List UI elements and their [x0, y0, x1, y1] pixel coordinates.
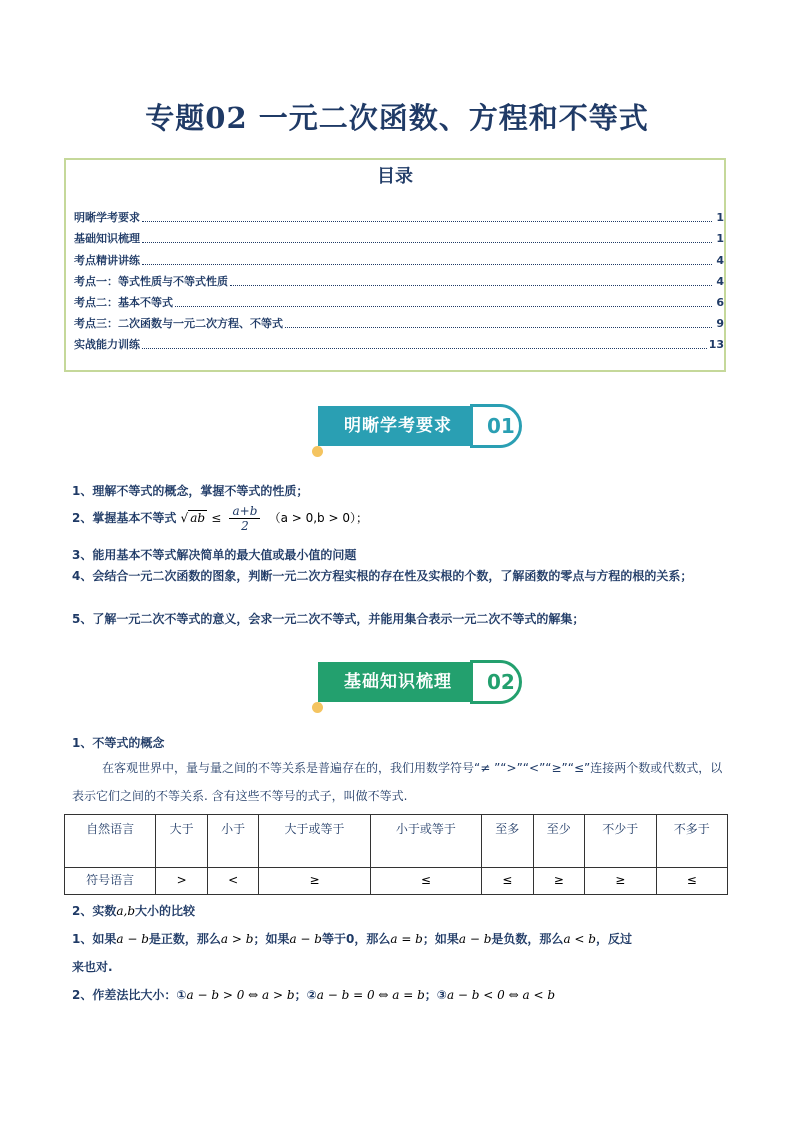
concept-text: 在客观世界中，量与量之间的不等关系是普遍存在的，我们用数学符号“≠ ”“>”“<”“≥”“≤”连接两个数或代数式，以表示它们之间的不等关系. 含有这些不等号的式子，叫做不等式. — [72, 761, 723, 803]
compare-rule-1 — [72, 930, 632, 947]
toc-leader — [175, 306, 712, 307]
toc-leader — [142, 264, 712, 265]
toc-leader — [142, 221, 712, 222]
toc-item-label: 考点一：等式性质与不等式性质 — [74, 274, 228, 288]
math: a − b — [116, 932, 149, 946]
math: a > b — [220, 932, 254, 946]
section-banner-number: 02 — [470, 660, 522, 704]
table-cell: 符号语言 — [65, 868, 156, 895]
table-cell: < — [207, 868, 259, 895]
toc-item-page: 4 — [716, 253, 724, 267]
toc-leader — [285, 327, 712, 328]
table-cell: 小于或等于 — [370, 815, 481, 868]
section-banner-requirements — [312, 402, 522, 456]
toc-item-page: 9 — [716, 317, 724, 331]
toc-list — [74, 204, 724, 352]
table-cell: 大于或等于 — [259, 815, 370, 868]
compare-heading-math: a,b — [116, 904, 136, 918]
toc-item-label: 考点精讲讲练 — [74, 253, 140, 267]
requirement-3: 3、能用基本不等式解决简单的最大值或最小值的问题 — [72, 548, 357, 562]
toc-item[interactable] — [74, 204, 724, 225]
table-cell: ≤ — [482, 868, 534, 895]
table-cell: ≥ — [259, 868, 370, 895]
banner-dot-icon — [312, 446, 323, 457]
toc-heading: 目录 — [377, 166, 413, 187]
toc-leader — [230, 285, 712, 286]
text: 2、作差法比大小：① — [72, 988, 187, 1002]
table-of-contents — [64, 158, 726, 372]
toc-item-label: 考点三：二次函数与一元二次方程、不等式 — [74, 317, 283, 331]
concept-paragraph — [72, 754, 724, 810]
sqrt-radicand: ab — [190, 511, 206, 525]
toc-item[interactable] — [74, 268, 724, 289]
toc-item[interactable] — [74, 289, 724, 310]
compare-heading-prefix: 2、实数 — [72, 904, 117, 918]
math: a − b = 0 ⇔ a = b — [316, 988, 425, 1002]
math: a = b — [390, 932, 423, 946]
banner-dot-icon — [312, 702, 323, 713]
requirement-2-condition: （a > 0,b > 0）； — [268, 511, 368, 525]
table-cell: ≤ — [656, 868, 728, 895]
compare-heading-suffix: 大小的比较 — [135, 904, 196, 918]
requirement-2 — [72, 504, 368, 533]
sqrt-symbol: √ ab — [180, 511, 206, 525]
section-banner-label: 明晰学考要求 — [318, 406, 478, 446]
text: ；如果 — [422, 932, 459, 946]
page-title: 专题02 一元二次函数、方程和不等式 — [145, 101, 649, 135]
table-cell: ≥ — [533, 868, 585, 895]
toc-item[interactable] — [74, 310, 724, 331]
table-cell: 至少 — [533, 815, 585, 868]
toc-item-label: 明晰学考要求 — [74, 211, 140, 225]
text: 是正数，那么 — [148, 932, 221, 946]
requirement-4: 4、会结合一元二次函数的图象，判断一元二次方程实根的存在性及实根的个数，了解函数的零点与方程的根的关系； — [72, 569, 693, 583]
fraction-numerator: a+b — [229, 504, 260, 519]
table-cell: 小于 — [207, 815, 259, 868]
table-cell: > — [156, 868, 208, 895]
compare-rule-1-cont: 来也对. — [72, 960, 113, 974]
text: ；③ — [424, 988, 447, 1002]
math: a − b < 0 ⇔ a < b — [446, 988, 555, 1002]
fraction — [229, 504, 260, 533]
section-banner-basics — [312, 658, 522, 712]
toc-item[interactable] — [74, 246, 724, 267]
text: ；② — [294, 988, 317, 1002]
toc-item-label: 实战能力训练 — [74, 338, 140, 352]
table-cell: 大于 — [156, 815, 208, 868]
table-row — [65, 868, 728, 895]
concept-heading: 1、不等式的概念 — [72, 736, 165, 750]
table-cell: ≥ — [585, 868, 656, 895]
toc-leader — [142, 242, 712, 243]
math: a − b > 0 ⇔ a > b — [186, 988, 295, 1002]
fraction-denominator: 2 — [241, 519, 249, 533]
math: a < b — [563, 932, 596, 946]
toc-leader — [142, 348, 707, 349]
math: a − b — [458, 932, 492, 946]
compare-rule-2 — [72, 986, 555, 1003]
leq-symbol: ≤ — [211, 511, 222, 525]
toc-item[interactable] — [74, 331, 724, 352]
math: a − b — [289, 932, 322, 946]
toc-item-label: 考点二：基本不等式 — [74, 295, 173, 309]
table-cell: ≤ — [370, 868, 481, 895]
toc-item-page: 4 — [716, 274, 724, 288]
section-banner-number: 01 — [470, 404, 522, 448]
text: ，反过 — [595, 932, 632, 946]
text: 是负数，那么 — [491, 932, 564, 946]
requirement-5: 5、了解一元二次不等式的意义，会求一元二次不等式，并能用集合表示一元二次不等式的解集； — [72, 612, 585, 626]
text: 等于0，那么 — [321, 932, 391, 946]
text: ；如果 — [253, 932, 290, 946]
table-cell: 不少于 — [585, 815, 656, 868]
toc-item[interactable] — [74, 225, 724, 246]
section-banner-label: 基础知识梳理 — [318, 662, 478, 702]
toc-item-label: 基础知识梳理 — [74, 232, 140, 246]
table-row — [65, 815, 728, 868]
text: 1、如果 — [72, 932, 117, 946]
toc-item-page: 13 — [708, 338, 724, 352]
toc-item-page: 1 — [716, 232, 724, 246]
requirement-1: 1、理解不等式的概念，掌握不等式的性质； — [72, 484, 309, 498]
requirement-2-text: 2、掌握基本不等式 — [72, 511, 177, 525]
toc-item-page: 6 — [716, 295, 724, 309]
table-cell: 不多于 — [656, 815, 728, 868]
toc-item-page: 1 — [716, 211, 724, 225]
compare-heading — [72, 902, 195, 919]
table-cell: 自然语言 — [65, 815, 156, 868]
table-cell: 至多 — [482, 815, 534, 868]
inequality-language-table — [64, 814, 728, 895]
